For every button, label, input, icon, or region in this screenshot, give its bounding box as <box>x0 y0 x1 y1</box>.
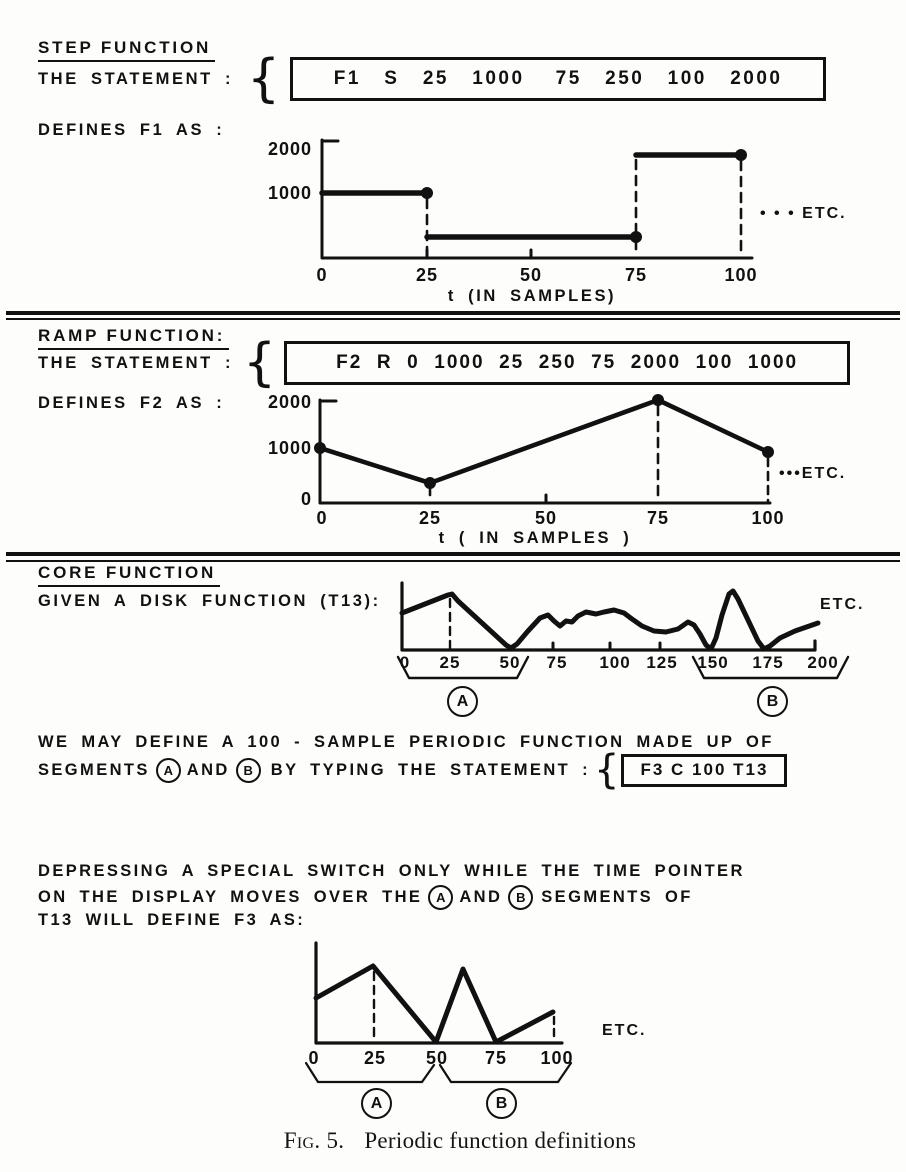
step-xtick-50: 50 <box>519 265 543 285</box>
core-xtick-50: 50 <box>499 653 521 672</box>
step-xtick-0: 0 <box>316 265 328 285</box>
core-xtick-200: 200 <box>807 653 839 672</box>
switch-line2-pre: ON THE DISPLAY MOVES OVER THE <box>38 887 423 906</box>
define-statement-box <box>621 754 787 787</box>
f3-xtick-0: 0 <box>308 1048 320 1068</box>
core-xtick-175: 175 <box>752 653 784 672</box>
step-open-brace: { <box>247 48 281 109</box>
define-text-line2 <box>38 747 787 793</box>
ramp-ytick-2000: 2000 <box>267 392 312 412</box>
switch-text-line1: DEPRESSING A SPECIAL SWITCH ONLY WHILE THE TIME POINTER <box>38 862 745 880</box>
step-ytick-1000: 1000 <box>267 183 312 203</box>
step-graph-lines <box>322 140 752 258</box>
core-xtick-150: 150 <box>697 653 729 672</box>
step-statement-box <box>290 57 826 101</box>
core-xtick-25: 25 <box>439 653 461 672</box>
define-line2-post: BY TYPING THE STATEMENT : <box>270 760 591 779</box>
f3-xtick-100: 100 <box>540 1048 574 1068</box>
ramp-open-brace: { <box>243 332 277 393</box>
step-xaxis-title: t (IN SAMPLES) <box>447 287 617 305</box>
ramp-xtick-100: 100 <box>751 508 785 528</box>
core-xtick-125: 125 <box>646 653 678 672</box>
define-line2-pre: SEGMENTS <box>38 760 150 779</box>
step-statement-label: THE STATEMENT : <box>38 69 234 88</box>
switch-text-line2 <box>38 884 693 910</box>
ramp-xtick-25: 25 <box>418 508 442 528</box>
step-xtick-100: 100 <box>724 265 758 285</box>
ramp-ytick-1000: 1000 <box>267 438 312 458</box>
define-text-line1: WE MAY DEFINE A 100 - SAMPLE PERIODIC FUNCTION MADE UP OF <box>38 733 774 751</box>
step-ytick-2000: 2000 <box>267 139 312 159</box>
core-section-title: CORE FUNCTION <box>38 563 220 587</box>
f3-xtick-75: 75 <box>484 1048 508 1068</box>
switch-line2-post: SEGMENTS OF <box>541 887 693 906</box>
ramp-etc-label: •••ETC. <box>779 465 847 482</box>
step-statement-row <box>38 48 826 109</box>
section-divider-2b <box>6 560 900 562</box>
segment-a-inline-marker: A <box>156 758 181 783</box>
ramp-statement-value: F2 R 0 1000 25 250 75 2000 100 1000 <box>336 352 799 373</box>
f3-segment-a-marker: A <box>361 1088 392 1119</box>
figure-caption-text: Periodic function definitions <box>364 1128 637 1153</box>
figure-caption-number: Fig. 5. <box>283 1128 345 1153</box>
step-xtick-25: 25 <box>415 265 439 285</box>
switch-text-line3: T13 WILL DEFINE F3 AS: <box>38 911 306 929</box>
f3-segment-b-marker: B <box>486 1088 517 1119</box>
step-statement-value: F1 S 25 1000 75 250 100 2000 <box>333 68 783 89</box>
ramp-defines-label: DEFINES F2 AS : <box>38 394 225 412</box>
step-etc-label: • • • ETC. <box>760 205 847 222</box>
ramp-section-title: RAMP FUNCTION: <box>38 326 229 350</box>
define-line2-and: AND <box>186 760 230 779</box>
segment-a-inline-marker2: A <box>428 885 453 910</box>
step-xtick-75: 75 <box>624 265 648 285</box>
ramp-xtick-75: 75 <box>646 508 670 528</box>
section-divider-1b <box>6 318 900 320</box>
segment-b-inline-marker2: B <box>508 885 533 910</box>
f3-xtick-50: 50 <box>425 1048 449 1068</box>
section-divider-2 <box>6 552 900 556</box>
core-xtick-0: 0 <box>399 653 411 672</box>
core-segment-b-marker: B <box>757 686 788 717</box>
core-etc-label: ETC. <box>820 596 865 613</box>
f3-etc-label: ETC. <box>602 1022 647 1039</box>
ramp-xtick-50: 50 <box>534 508 558 528</box>
core-given-label: GIVEN A DISK FUNCTION (T13): <box>38 592 381 610</box>
figure-caption <box>150 1128 770 1154</box>
define-open-brace: { <box>594 747 620 793</box>
segment-b-inline-marker: B <box>236 758 261 783</box>
ramp-graph-lines <box>314 394 774 503</box>
ramp-statement-label: THE STATEMENT : <box>38 353 234 372</box>
f3-xtick-25: 25 <box>363 1048 387 1068</box>
ramp-xaxis-title: t ( IN SAMPLES ) <box>438 529 632 547</box>
section-divider-1 <box>6 311 900 315</box>
switch-line2-and: AND <box>459 887 503 906</box>
ramp-ytick-0: 0 <box>300 489 312 509</box>
core-segment-a-marker: A <box>447 686 478 717</box>
core-xtick-75: 75 <box>546 653 568 672</box>
define-statement-value: F3 C 100 T13 <box>640 760 769 779</box>
core-xtick-100: 100 <box>599 653 631 672</box>
step-defines-label: DEFINES F1 AS : <box>38 121 225 139</box>
ramp-xtick-0: 0 <box>316 508 328 528</box>
ramp-statement-box <box>284 341 850 385</box>
step-section-title: STEP FUNCTION <box>38 38 215 62</box>
